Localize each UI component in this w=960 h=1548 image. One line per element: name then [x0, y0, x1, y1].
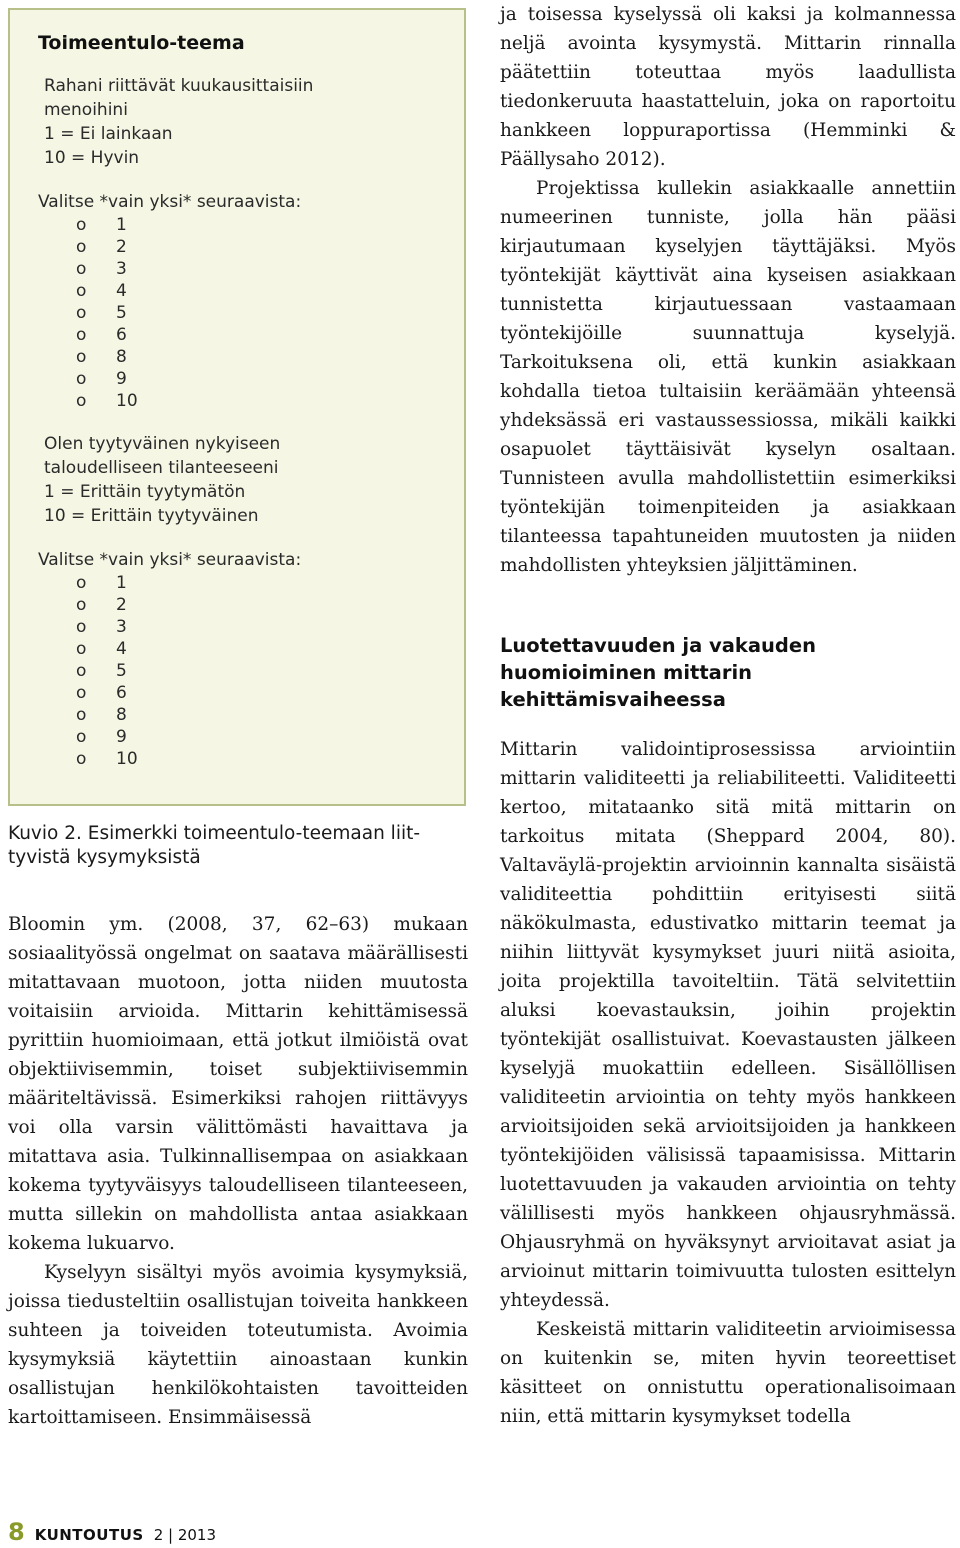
- option-bullet: o: [76, 237, 87, 257]
- option-label: 6: [116, 683, 127, 703]
- option-bullet: o: [76, 573, 87, 593]
- body-paragraph: Keskeistä mittarin validiteetin arvioimisessa on kuitenkin se, miten hyvin teoreettiset käsitteet on onnistuttu operationalisoimaan niin, että mittarin kysymykset todella: [500, 1319, 956, 1427]
- question-1-scale-max: 10 = Hyvin: [44, 148, 140, 168]
- option-label: 9: [116, 369, 127, 389]
- option-bullet: o: [76, 303, 87, 323]
- option-label: 2: [116, 595, 127, 615]
- option-label: 5: [116, 661, 127, 681]
- option-label: 4: [116, 281, 127, 301]
- option-label: 5: [116, 303, 127, 323]
- body-paragraph: ja toisessa kyselyssä oli kaksi ja kolmannessa neljä avointa kysymystä. Mittarin rinnalla päätettiin toteuttaa myös laadullista tiedonkeruuta haastatteluin, joka on raportoitu hankkeen loppuraportissa (Hemminki & Päällysaho 2012).: [500, 4, 956, 170]
- body-paragraph: Bloomin ym. (2008, 37, 62–63) mukaan sosiaalityössä ongelmat on saatava määrällisesti mitattavaan muotoon, jotta niiden muutosta voitaisiin arvioida. Mittarin kehittämisessä pyrittiin huomioimaan, että jotkut ilmiöistä ovat objektiivisemmin, toiset subjektiivisemmin määriteltävissä. Esimerkiksi rahojen riittävyys voi olla varsin välittömästi havaittava ja mitattava asia. Tulkinnallisempaa on asiakkaan kokema tyytyväisyys taloudelliseen tilanteeseen, mutta sillekin on mahdollista antaa asiakkaan kokema lukuarvo.: [8, 914, 468, 1254]
- option-item: [76, 704, 440, 726]
- option-bullet: o: [76, 661, 87, 681]
- question-1-options: [38, 214, 440, 412]
- option-bullet: o: [76, 347, 87, 367]
- journal-issue: 2 | 2013: [153, 1526, 216, 1544]
- option-item: [76, 258, 440, 280]
- option-item: [76, 324, 440, 346]
- question-1-instruction: Valitse *vain yksi* seuraavista:: [38, 192, 302, 212]
- question-2-instruction: Valitse *vain yksi* seuraavista:: [38, 550, 302, 570]
- journal-name: KUNTOUTUS: [34, 1526, 144, 1544]
- option-label: 10: [116, 749, 138, 769]
- page-footer: [8, 1518, 216, 1546]
- question-1-line: Rahani riittävät kuukausittaisiin: [44, 76, 314, 96]
- option-item: [76, 346, 440, 368]
- option-item: [76, 214, 440, 236]
- question-2: [38, 432, 440, 528]
- body-paragraph: Mittarin validointiprosessissa arviointiin mittarin validiteetti ja reliabiliteetti. Validiteetti kertoo, mitataanko sitä mitä mittarin on tarkoitus mitata (Sheppard 2004, 80). Valtaväylä-projektin arvioinnin kannalta sisäistä validiteettia pohdittiin erityisesti siitä näkökulmasta, edustivatko mittarin teemat ja niihin liittyvät kysymykset juuri niitä asioita, joita projektilla tavoiteltiin. Tätä selvitettiin aluksi koevastauksin, joihin projektin työntekijät osallistuivat. Koevastausten jälkeen kyselyjä muokattiin edelleen. Sisällöllisen validiteetin arviointia on tehty myös hankkeen arvioitsijoiden sekä arvioitsijoiden ja hankkeen työntekijöiden välisissä tapaamisissa. Mittarin luotettavuuden ja vakauden arviointia on tehty välillisesti myös hankkeen ohjausryhmässä. Ohjausryhmä on hyväksynyt arvioitavat asiat ja arvioinut mittarin toimivuutta tulosten esittelyn yhteydessä.: [500, 739, 956, 1311]
- question-2-line: Olen tyytyväinen nykyiseen: [44, 434, 281, 454]
- option-item: [76, 616, 440, 638]
- body-paragraph: Kyselyyn sisältyi myös avoimia kysymyksiä, joissa tiedusteltiin osallistujan toiveita hankkeen suhteen ja toiveiden toteutumista. Avoimia kysymyksiä käytettiin ainoastaan kunkin osallistujan henkilökohtaisten tavoitteiden kartoittamiseen. Ensimmäisessä: [8, 1262, 468, 1428]
- option-label: 3: [116, 259, 127, 279]
- left-body-text: [8, 910, 468, 1432]
- option-label: 8: [116, 705, 127, 725]
- figure-caption: Kuvio 2. Esimerkki toimeentulo-teemaan liittyvistä kysymyksistä: [8, 823, 421, 868]
- option-item: [76, 748, 440, 770]
- option-bullet: o: [76, 705, 87, 725]
- option-label: 1: [116, 215, 127, 235]
- option-label: 9: [116, 727, 127, 747]
- option-item: [76, 368, 440, 390]
- page-number: 8: [8, 1518, 25, 1546]
- option-label: 4: [116, 639, 127, 659]
- question-2-options: [38, 572, 440, 770]
- option-bullet: o: [76, 749, 87, 769]
- figure-box: [8, 8, 466, 806]
- option-bullet: o: [76, 391, 87, 411]
- section-heading: Luotettavuuden ja vakauden huomioiminen mittarin kehittämisvaiheessa: [500, 634, 816, 711]
- figure-box-title: Toimeentulo-teema: [38, 32, 245, 54]
- option-item: [76, 280, 440, 302]
- option-label: 8: [116, 347, 127, 367]
- option-item: [76, 302, 440, 324]
- option-bullet: o: [76, 215, 87, 235]
- question-2-scale-min: 1 = Erittäin tyytymätön: [44, 482, 246, 502]
- option-bullet: o: [76, 369, 87, 389]
- option-bullet: o: [76, 595, 87, 615]
- question-1: [38, 74, 440, 170]
- option-label: 1: [116, 573, 127, 593]
- option-item: [76, 594, 440, 616]
- question-1-scale-min: 1 = Ei lainkaan: [44, 124, 173, 144]
- question-2-scale-max: 10 = Erittäin tyytyväinen: [44, 506, 259, 526]
- option-item: [76, 726, 440, 748]
- option-bullet: o: [76, 617, 87, 637]
- option-item: [76, 638, 440, 660]
- question-1-line: menoihini: [44, 100, 128, 120]
- right-column: [500, 0, 956, 1431]
- option-bullet: o: [76, 639, 87, 659]
- question-2-line: taloudelliseen tilanteeseeni: [44, 458, 279, 478]
- body-paragraph: Projektissa kullekin asiakkaalle annettiin numeerinen tunniste, jolla hän pääsi kirjautumaan kyselyjen täyttäjäksi. Myös työntekijät käyttivät aina kyseisen asiakkaan tunnistetta kirjautuessaan vastaamaan työntekijöille suunnattuja kyselyjä. Tarkoituksena oli, että kunkin asiakkaan kohdalla tietoa tultaisiin keräämään yhteensä yhdeksässä eri vastaussessiossa, mikäli kaikki osapuolet täyttäisivät kyselyn osaltaan. Tunnisteen avulla mahdollistettiin esimerkiksi työntekijän toimenpiteiden ja asiakkaan tilanteessa tapahtuneiden muutosten ja niiden mahdollisten yhteyksien jäljittäminen.: [500, 178, 956, 576]
- option-item: [76, 390, 440, 412]
- option-bullet: o: [76, 259, 87, 279]
- option-item: [76, 236, 440, 258]
- option-label: 6: [116, 325, 127, 345]
- option-bullet: o: [76, 683, 87, 703]
- option-label: 2: [116, 237, 127, 257]
- option-item: [76, 682, 440, 704]
- option-label: 10: [116, 391, 138, 411]
- option-bullet: o: [76, 325, 87, 345]
- option-label: 3: [116, 617, 127, 637]
- option-bullet: o: [76, 281, 87, 301]
- option-item: [76, 572, 440, 594]
- left-column: [8, 8, 468, 1432]
- option-item: [76, 660, 440, 682]
- option-bullet: o: [76, 727, 87, 747]
